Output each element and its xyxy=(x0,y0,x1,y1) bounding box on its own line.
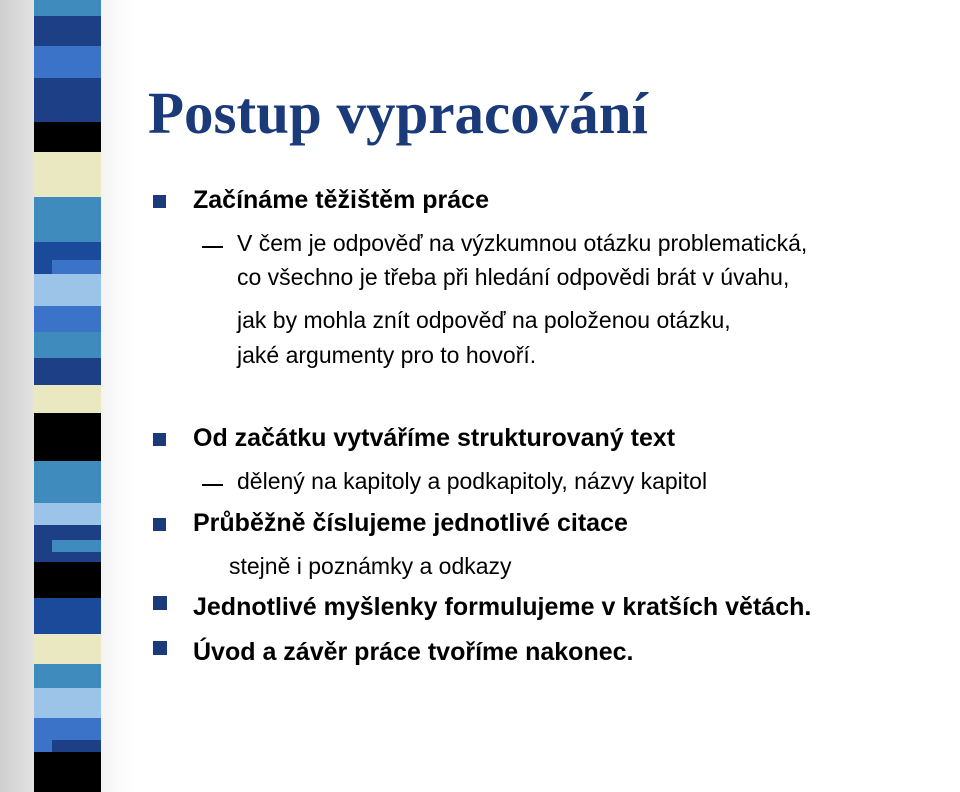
sub-line-3-1: stejně i poznámky a odkazy xyxy=(229,553,512,579)
dash-icon xyxy=(202,484,223,486)
square-bullet-icon xyxy=(153,596,167,610)
square-bullet-icon xyxy=(153,195,166,208)
square-bullet-icon xyxy=(153,433,166,446)
square-bullet-icon xyxy=(153,641,167,655)
decorative-stripe xyxy=(34,0,101,792)
sub-line-1-1: V čem je odpověď na výzkumnou otázku problematická, xyxy=(237,230,808,256)
sub-line-1-2: co všechno je třeba při hledání odpovědi brát v úvahu, xyxy=(237,264,790,290)
bullet-heading-4: Jednotlivé myšlenky formulujeme v kratších větách. xyxy=(193,593,812,621)
sub-line-2-1: dělený na kapitoly a podkapitoly, názvy kapitol xyxy=(237,468,708,494)
bullet-heading-1: Začínáme těžištěm práce xyxy=(193,186,489,214)
square-bullet-icon xyxy=(153,518,166,531)
sub-line-1-3: jak by mohla znít odpověď na položenou otázku, xyxy=(237,307,731,333)
bullet-heading-2: Od začátku vytváříme strukturovaný text xyxy=(193,424,676,452)
bullet-heading-5: Úvod a závěr práce tvoříme nakonec. xyxy=(193,638,634,666)
sub-line-1-4: jaké argumenty pro to hovoří. xyxy=(237,342,537,368)
bullet-heading-3: Průběžně číslujeme jednotlivé citace xyxy=(193,509,628,537)
slide-title: Postup vypracování xyxy=(148,80,648,146)
dash-icon xyxy=(202,246,223,248)
